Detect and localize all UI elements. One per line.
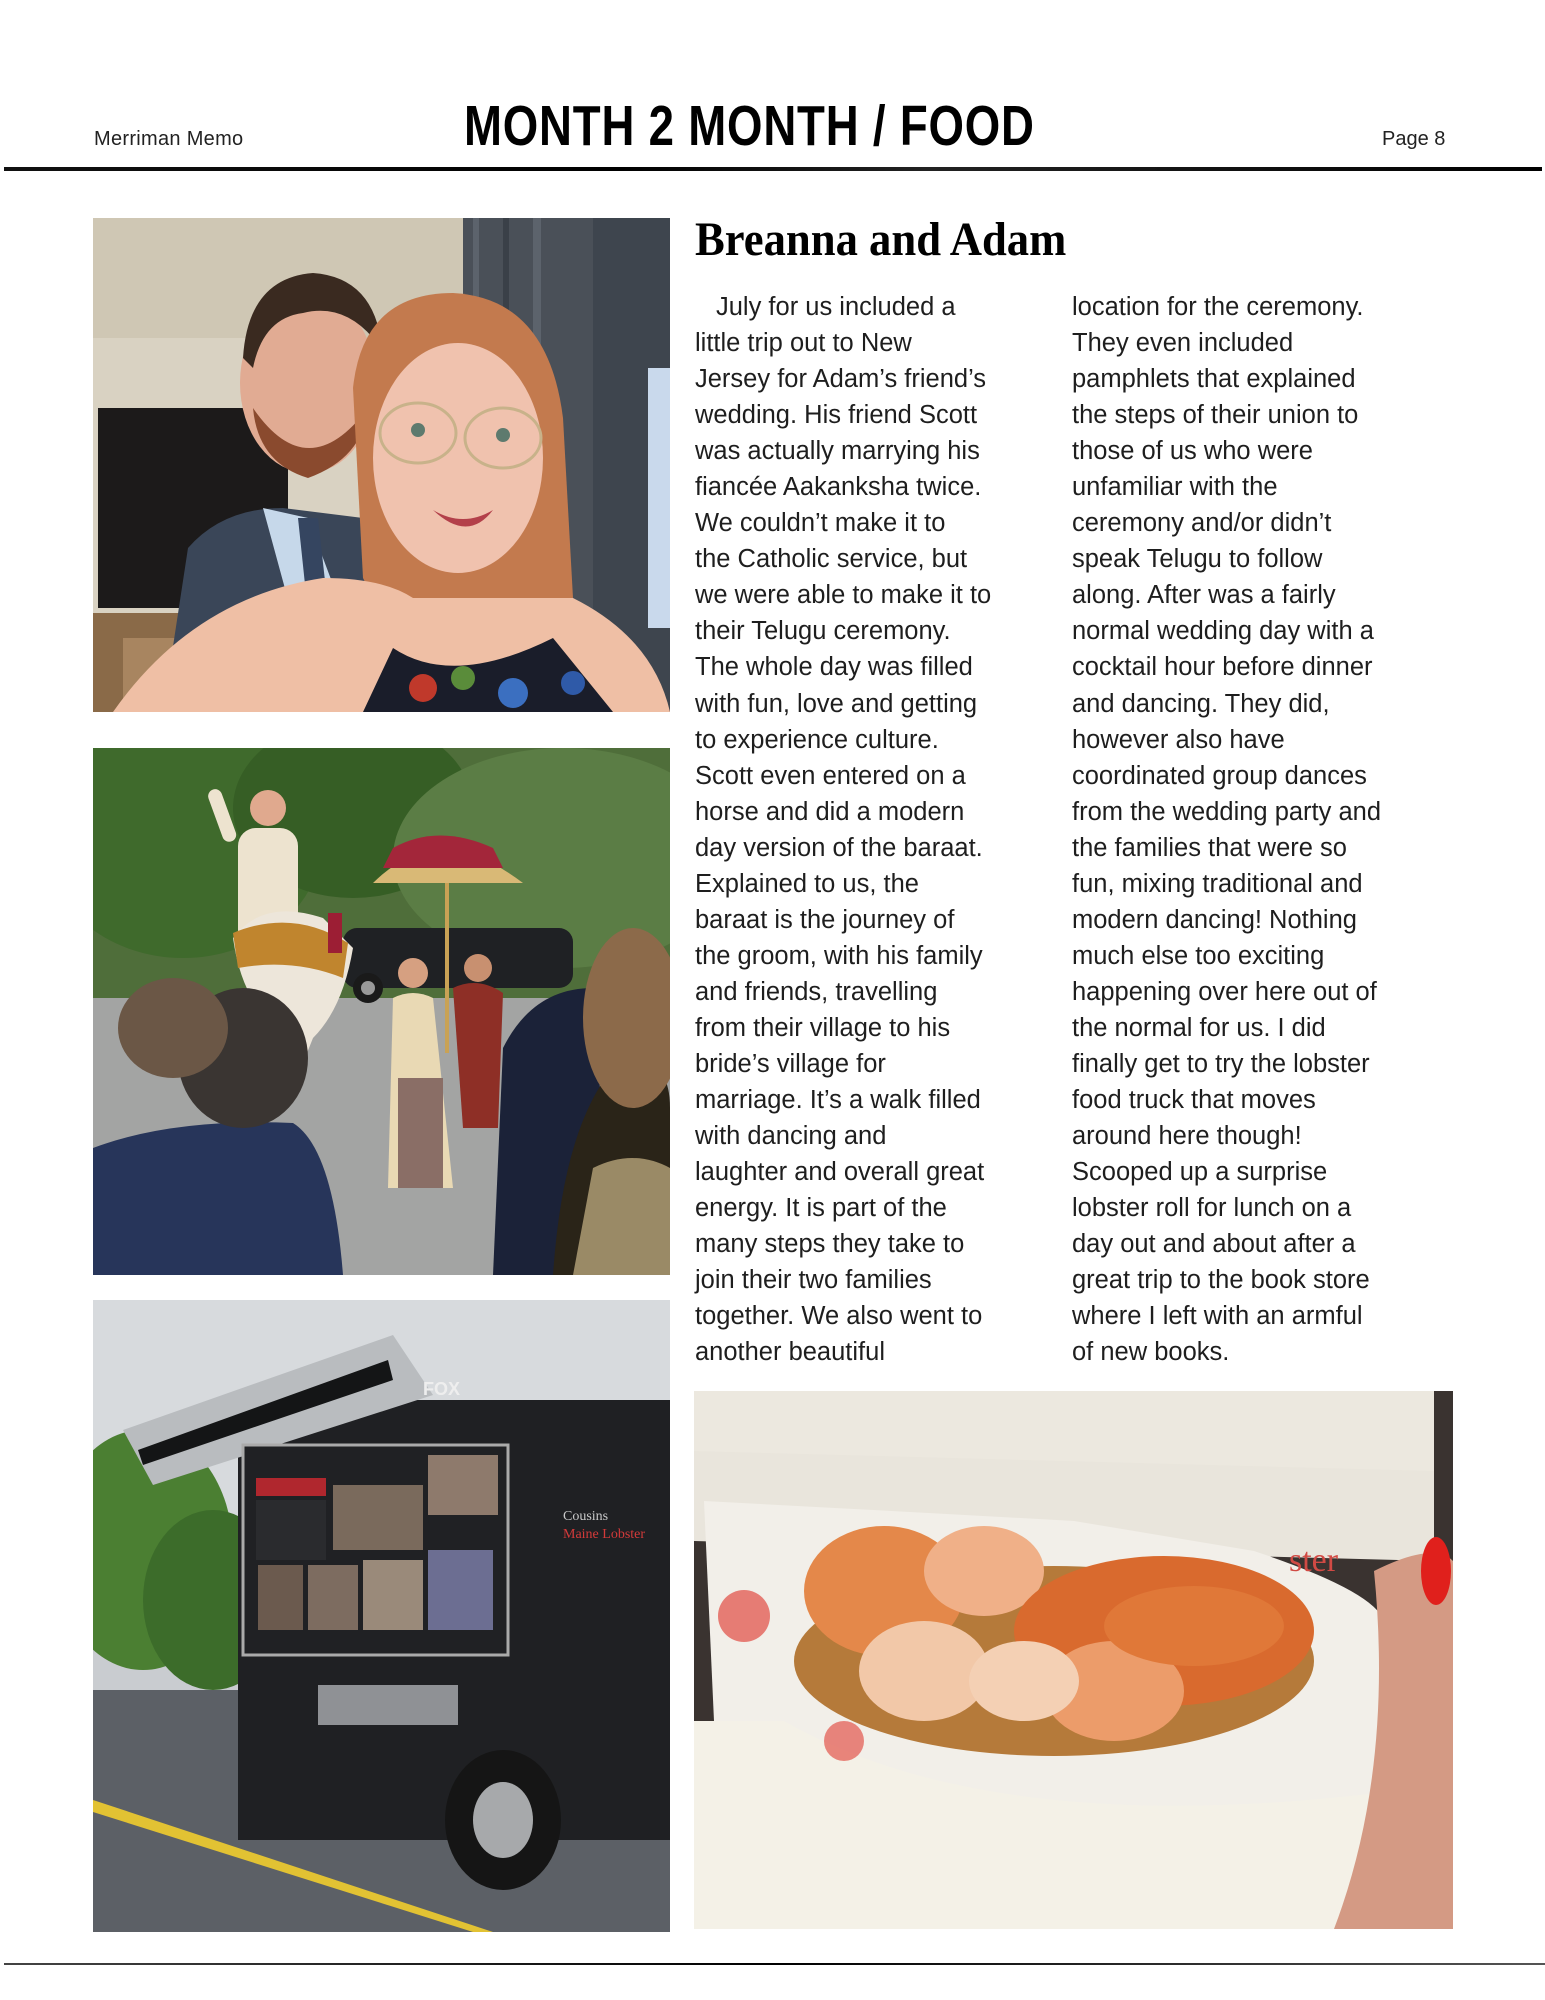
article-line: happening over here out of: [1072, 977, 1377, 1006]
article-line: July for us included a: [716, 293, 956, 321]
article-line: of new books.: [1072, 1338, 1230, 1367]
photo-food-truck: [93, 1300, 670, 1932]
article-line: we were able to make it to: [695, 581, 992, 610]
article-line: along. After was a fairly: [1072, 581, 1336, 610]
article-line: speak Telugu to follow: [1072, 545, 1323, 574]
article-line: cocktail hour before dinner: [1072, 653, 1373, 682]
article-line: and friends, travelling: [695, 977, 938, 1006]
article-line: much else too exciting: [1072, 941, 1325, 970]
article-line: around here though!: [1072, 1122, 1302, 1151]
article-line: Scott even entered on a: [695, 761, 966, 790]
article-line: many steps they take to: [695, 1230, 965, 1259]
article-line: the normal for us. I did: [1072, 1013, 1326, 1042]
selfie-image: [93, 218, 670, 712]
article-line: pamphlets that explained: [1072, 365, 1356, 394]
article-line: day version of the baraat.: [695, 833, 983, 862]
article-line: Explained to us, the: [695, 869, 919, 898]
article-line: join their two families: [695, 1266, 932, 1295]
article-line: modern dancing! Nothing: [1072, 905, 1357, 934]
article-line: They even included: [1072, 329, 1294, 358]
svg-text:FOX: FOX: [423, 1379, 461, 1399]
article-line: the steps of their union to: [1072, 401, 1359, 430]
article-line: wedding. His friend Scott: [695, 401, 978, 430]
article-line: bride’s village for: [695, 1049, 886, 1078]
lobster-roll-image: [694, 1391, 1453, 1929]
article-line: where I left with an armful: [1072, 1302, 1363, 1331]
svg-text:Maine Lobster: Maine Lobster: [563, 1527, 646, 1542]
article-line: marriage. It’s a walk filled: [695, 1086, 981, 1115]
section-title-text: MONTH 2 MONTH / FOOD: [464, 94, 1035, 158]
article-line: We couldn’t make it to: [695, 509, 946, 538]
wrapper-text: ster: [1289, 1542, 1339, 1579]
article-line: fiancée Aakanksha twice.: [695, 473, 982, 502]
article-line: laughter and overall great: [695, 1158, 985, 1187]
page-number: Page 8: [1382, 128, 1446, 150]
article-line: finally get to try the lobster: [1072, 1049, 1370, 1078]
article-line: Scooped up a surprise: [1072, 1158, 1328, 1187]
article-line: little trip out to New: [695, 329, 912, 358]
article-line: fun, mixing traditional and: [1072, 869, 1363, 898]
article-line: to experience culture.: [695, 725, 939, 754]
article-line: another beautiful: [695, 1338, 885, 1367]
svg-text:Cousins: Cousins: [563, 1509, 609, 1524]
article-line: unfamiliar with the: [1072, 473, 1278, 502]
article-line: energy. It is part of the: [695, 1194, 947, 1223]
article-line: the groom, with his family: [695, 941, 983, 970]
article-line: however also have: [1072, 725, 1285, 754]
article-line: and dancing. They did,: [1072, 689, 1330, 718]
food-truck-image: [93, 1300, 670, 1932]
article-line: with dancing and: [695, 1122, 887, 1151]
article-line: together. We also went to: [695, 1302, 983, 1331]
article-line: from the wedding party and: [1072, 797, 1382, 826]
article-line: The whole day was filled: [695, 653, 973, 682]
article-heading: Breanna and Adam: [695, 213, 1067, 266]
section-title: [464, 94, 1082, 158]
header-rule: [4, 167, 1542, 171]
article-line: normal wedding day with a: [1072, 617, 1374, 646]
photo-selfie: [93, 218, 670, 712]
article-line: horse and did a modern: [695, 797, 965, 826]
photo-lobster-roll: [694, 1391, 1453, 1929]
publication-name: Merriman Memo: [94, 128, 244, 150]
article-line: was actually marrying his: [695, 437, 980, 466]
article-line: great trip to the book store: [1072, 1266, 1370, 1295]
article-column-1: [695, 289, 1055, 1370]
article-line: their Telugu ceremony.: [695, 617, 951, 646]
article-line: the Catholic service, but: [695, 545, 968, 574]
baraat-image: [93, 748, 670, 1275]
footer-rule: [4, 1963, 1545, 1965]
article-line: ceremony and/or didn’t: [1072, 509, 1332, 538]
article-line: the families that were so: [1072, 833, 1347, 862]
article-line: location for the ceremony.: [1072, 293, 1364, 321]
article-line: Jersey for Adam’s friend’s: [695, 365, 987, 394]
article-line: with fun, love and getting: [695, 689, 978, 718]
article-line: those of us who were: [1072, 437, 1313, 466]
article-line: lobster roll for lunch on a: [1072, 1194, 1352, 1223]
article-line: food truck that moves: [1072, 1086, 1316, 1115]
article-column-2: [1072, 289, 1457, 1370]
article-line: from their village to his: [695, 1013, 951, 1042]
article-line: baraat is the journey of: [695, 905, 955, 934]
article-line: coordinated group dances: [1072, 761, 1367, 790]
article-line: day out and about after a: [1072, 1230, 1356, 1259]
photo-baraat: [93, 748, 670, 1275]
